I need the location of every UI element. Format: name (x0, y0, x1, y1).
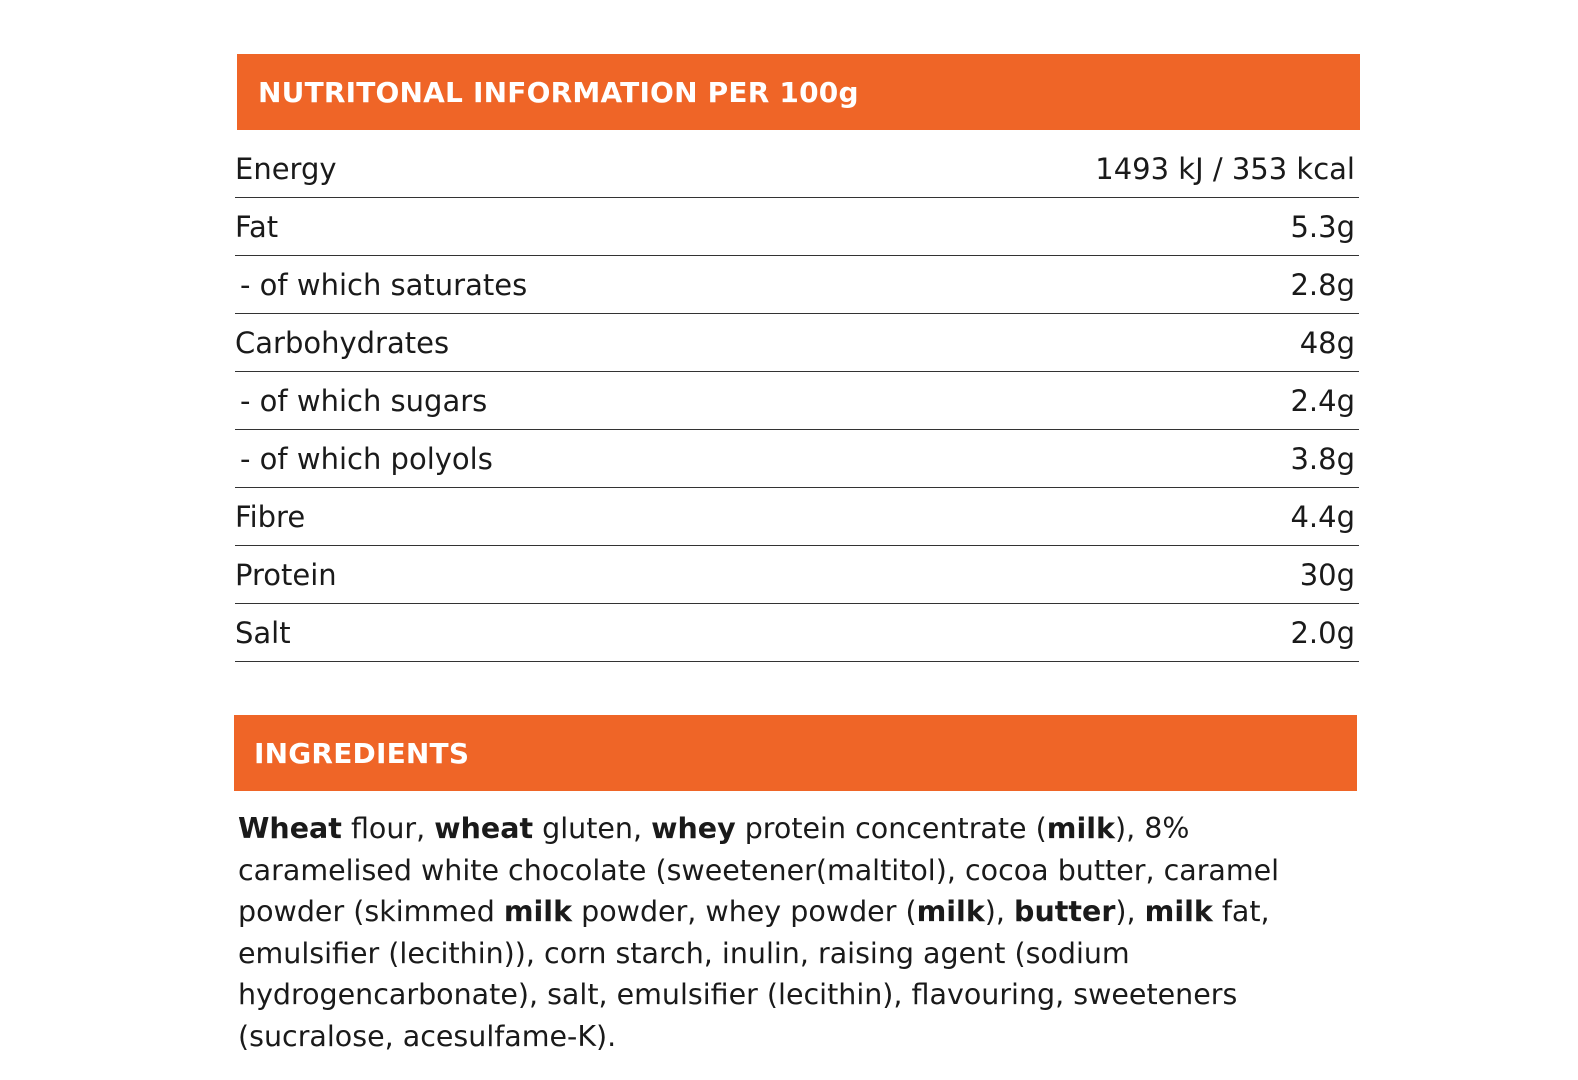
nutrient-value: 48g (1299, 326, 1355, 360)
ingredient-allergen: Wheat (238, 812, 342, 845)
ingredient-allergen: butter (1014, 895, 1116, 929)
ingredients-header (234, 715, 1357, 791)
nutrient-label: Energy (235, 152, 337, 186)
ingredient-text: flour, (341, 812, 435, 845)
ingredient-allergen: milk (1046, 812, 1115, 845)
ingredient-text: powder, whey powder ( (572, 895, 917, 929)
nutrient-value: 30g (1299, 558, 1355, 592)
ingredient-allergen: milk (503, 895, 573, 929)
ingredient-allergen: milk (916, 895, 985, 929)
nutrient-value: 3.8g (1290, 442, 1355, 476)
nutrition-row-fat (235, 198, 1359, 256)
ingredient-allergen: milk (1144, 895, 1213, 929)
nutrition-row-carbohydrates (235, 314, 1359, 372)
nutrient-label: - of which saturates (240, 268, 528, 302)
nutrition-row-salt (235, 604, 1359, 662)
nutrition-row-fibre (235, 488, 1359, 546)
nutrient-label: Protein (235, 558, 337, 592)
nutrition-header-title: NUTRITONAL INFORMATION PER 100g (258, 75, 859, 109)
ingredient-text: protein concentrate ( (735, 812, 1047, 845)
ingredients-header-title: INGREDIENTS (254, 736, 470, 770)
nutrition-row-sugars (235, 372, 1359, 430)
nutrition-row-energy (235, 140, 1359, 198)
nutrient-label: Salt (235, 616, 291, 650)
ingredient-text: ), (984, 895, 1015, 929)
nutrient-label: Fibre (235, 500, 306, 534)
nutrient-value: 4.4g (1290, 500, 1355, 534)
nutrient-value: 1493 kJ / 353 kcal (1095, 152, 1355, 186)
ingredient-text: fat, emulsifier (lecithin)), corn starch, inulin, raising agent (sodium hydrogencarbonate), salt, emulsifier (lecithin), flavouring, sweeteners (sucralose, acesulfame-K). (238, 895, 1270, 1053)
nutrient-value: 5.3g (1290, 210, 1355, 244)
nutrient-label: - of which sugars (240, 384, 488, 418)
ingredient-text: ), 8% caramelised white chocolate (sweetener(maltitol), cocoa butter, caramel powder (skimmed (238, 812, 1280, 929)
nutrient-value: 2.0g (1290, 616, 1355, 650)
nutrition-row-saturates (235, 256, 1359, 314)
nutrition-row-protein (235, 546, 1359, 604)
ingredient-allergen: wheat (434, 812, 534, 845)
ingredient-text: gluten, (533, 812, 652, 845)
nutrient-label: Carbohydrates (235, 326, 450, 360)
ingredients-text (238, 808, 1368, 1058)
nutrient-label: Fat (235, 210, 279, 244)
ingredient-text: ), (1115, 895, 1145, 929)
nutrition-row-polyols (235, 430, 1359, 488)
nutrient-value: 2.8g (1290, 268, 1355, 302)
nutrient-value: 2.4g (1290, 384, 1355, 418)
nutrient-label: - of which polyols (240, 442, 493, 476)
ingredient-allergen: whey (651, 812, 736, 845)
nutrition-header (237, 54, 1360, 130)
